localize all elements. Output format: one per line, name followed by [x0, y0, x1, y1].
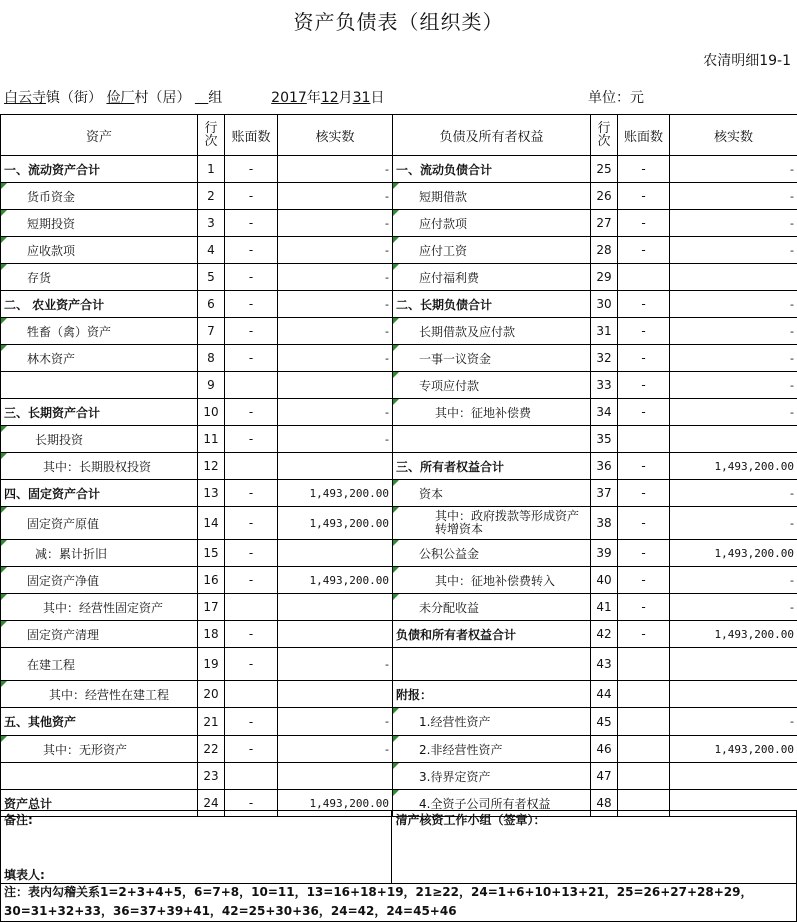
- table-row: [1, 708, 797, 736]
- asset-book-value-cell: -: [225, 790, 278, 817]
- asset-book-value-cell: -: [225, 156, 278, 183]
- liability-verified-value-cell: -: [670, 345, 797, 372]
- team-signature-label: 清产核资工作小组（签章）：: [395, 813, 546, 827]
- group-suffix: 组: [208, 90, 223, 106]
- asset-verified-value-cell: -: [278, 237, 393, 264]
- table-row: [1, 453, 797, 480]
- asset-verified-value-cell: -: [278, 291, 393, 318]
- asset-book-value-cell: -: [225, 264, 278, 291]
- liability-book-value-cell: -: [618, 453, 670, 480]
- liability-item-cell: 一、流动负债合计: [393, 156, 591, 183]
- liability-row-no-cell: 40: [591, 567, 618, 594]
- asset-book-value-cell: -: [225, 540, 278, 567]
- asset-item-cell: 二、 农业资产合计: [1, 291, 198, 318]
- asset-row-no-cell: 19: [198, 648, 225, 681]
- asset-item-cell: 其中：经营性在建工程: [1, 681, 198, 708]
- liability-row-no-cell: 32: [591, 345, 618, 372]
- table-row: [1, 372, 797, 399]
- asset-item-cell: 五、其他资产: [1, 708, 198, 736]
- asset-item-cell: 四、固定资产合计: [1, 480, 198, 507]
- table-row: [1, 507, 797, 540]
- liability-verified-value-cell: -: [670, 210, 797, 237]
- footnote-line-2: 30=31+32+33，36=37+39+41，42=25+30+36，24=42，24=45+46: [4, 904, 457, 918]
- asset-book-value-cell: [225, 594, 278, 621]
- asset-row-no-cell: 20: [198, 681, 225, 708]
- liability-verified-value-cell: -: [670, 291, 797, 318]
- liability-book-value-cell: -: [618, 156, 670, 183]
- asset-verified-value-cell: 1,493,200.00: [278, 480, 393, 507]
- asset-verified-value-cell: [278, 453, 393, 480]
- table-row: [1, 345, 797, 372]
- currency-unit: 单位：元: [588, 90, 644, 106]
- asset-row-no-cell: 10: [198, 399, 225, 426]
- liability-book-value-cell: -: [618, 372, 670, 399]
- asset-row-no-cell: 18: [198, 621, 225, 648]
- town-suffix: 镇（街）: [46, 90, 102, 106]
- liability-row-no-cell: 38: [591, 507, 618, 540]
- liability-verified-value-cell: -: [670, 507, 797, 540]
- liability-verified-value-cell: [670, 648, 797, 681]
- asset-verified-value-cell: -: [278, 318, 393, 345]
- asset-item-cell: 长期投资: [1, 426, 198, 453]
- asset-row-no-cell: 17: [198, 594, 225, 621]
- header-book-right: 账面数: [618, 115, 670, 156]
- liability-book-value-cell: -: [618, 567, 670, 594]
- asset-item-cell: 在建工程: [1, 648, 198, 681]
- liability-book-value-cell: [618, 426, 670, 453]
- asset-book-value-cell: -: [225, 210, 278, 237]
- liability-book-value-cell: [618, 681, 670, 708]
- asset-verified-value-cell: [278, 621, 393, 648]
- asset-row-no-cell: 7: [198, 318, 225, 345]
- asset-item-cell: 固定资产清理: [1, 621, 198, 648]
- asset-item-cell: [1, 372, 198, 399]
- asset-row-no-cell: 11: [198, 426, 225, 453]
- liability-item-cell: 资本: [393, 480, 591, 507]
- liability-row-no-cell: 25: [591, 156, 618, 183]
- asset-book-value-cell: [225, 763, 278, 790]
- asset-item-cell: 固定资产净值: [1, 567, 198, 594]
- table-row: [1, 291, 797, 318]
- table-row: [1, 399, 797, 426]
- date-day: 31: [352, 90, 371, 106]
- liability-book-value-cell: [618, 648, 670, 681]
- asset-verified-value-cell: -: [278, 708, 393, 736]
- form-code: 农清明细19-1: [703, 53, 791, 69]
- asset-book-value-cell: -: [225, 507, 278, 540]
- liability-book-value-cell: -: [618, 183, 670, 210]
- liability-verified-value-cell: 1,493,200.00: [670, 736, 797, 763]
- asset-row-no-cell: 24: [198, 790, 225, 817]
- liability-row-no-cell: 36: [591, 453, 618, 480]
- asset-verified-value-cell: 1,493,200.00: [278, 790, 393, 817]
- liability-verified-value-cell: -: [670, 594, 797, 621]
- asset-book-value-cell: -: [225, 736, 278, 763]
- liability-item-cell: 应付工资: [393, 237, 591, 264]
- liability-book-value-cell: [618, 736, 670, 763]
- asset-item-cell: 应收款项: [1, 237, 198, 264]
- town-name: 白云寺: [4, 90, 46, 106]
- liability-row-no-cell: 47: [591, 763, 618, 790]
- liability-book-value-cell: -: [618, 237, 670, 264]
- asset-book-value-cell: -: [225, 426, 278, 453]
- asset-verified-value-cell: 1,493,200.00: [278, 567, 393, 594]
- liability-verified-value-cell: 1,493,200.00: [670, 453, 797, 480]
- liability-verified-value-cell: [670, 763, 797, 790]
- liability-book-value-cell: [618, 708, 670, 736]
- liability-item-cell: 3.待界定资产: [393, 763, 591, 790]
- table-row: [1, 540, 797, 567]
- asset-item-cell: 其中：无形资产: [1, 736, 198, 763]
- table-row: [1, 264, 797, 291]
- liability-book-value-cell: [618, 763, 670, 790]
- liability-row-no-cell: 42: [591, 621, 618, 648]
- header-row-no-right: 行次: [591, 115, 618, 156]
- asset-item-cell: 货币资金: [1, 183, 198, 210]
- asset-verified-value-cell: -: [278, 736, 393, 763]
- asset-item-cell: 其中：经营性固定资产: [1, 594, 198, 621]
- filler-label: 填表人:: [4, 868, 45, 882]
- asset-item-cell: 三、长期资产合计: [1, 399, 198, 426]
- asset-row-no-cell: 22: [198, 736, 225, 763]
- table-row: [1, 210, 797, 237]
- liability-book-value-cell: -: [618, 345, 670, 372]
- liability-verified-value-cell: [670, 426, 797, 453]
- report-title: 资产负债表（组织类）: [293, 10, 504, 34]
- liability-row-no-cell: 48: [591, 790, 618, 817]
- liability-row-no-cell: 31: [591, 318, 618, 345]
- liability-book-value-cell: -: [618, 621, 670, 648]
- liability-item-cell: 应付福利费: [393, 264, 591, 291]
- liability-row-no-cell: 41: [591, 594, 618, 621]
- liability-book-value-cell: [618, 264, 670, 291]
- liability-row-no-cell: 39: [591, 540, 618, 567]
- liability-row-no-cell: 27: [591, 210, 618, 237]
- table-row: [1, 318, 797, 345]
- asset-row-no-cell: 3: [198, 210, 225, 237]
- asset-verified-value-cell: -: [278, 156, 393, 183]
- liability-item-cell: 应付款项: [393, 210, 591, 237]
- table-row: [1, 763, 797, 790]
- table-row: [1, 237, 797, 264]
- remark-label: 备注:: [4, 813, 33, 827]
- asset-verified-value-cell: [278, 681, 393, 708]
- asset-verified-value-cell: -: [278, 426, 393, 453]
- liability-row-no-cell: 26: [591, 183, 618, 210]
- header-verified-left: 核实数: [278, 115, 393, 156]
- liability-row-no-cell: 44: [591, 681, 618, 708]
- asset-row-no-cell: 23: [198, 763, 225, 790]
- asset-book-value-cell: -: [225, 291, 278, 318]
- village-name: 俭厂: [106, 90, 135, 106]
- asset-row-no-cell: 9: [198, 372, 225, 399]
- liability-row-no-cell: 29: [591, 264, 618, 291]
- liability-item-cell: 1.经营性资产: [393, 708, 591, 736]
- liability-verified-value-cell: -: [670, 183, 797, 210]
- asset-row-no-cell: 15: [198, 540, 225, 567]
- liability-item-cell: 附报：: [393, 681, 591, 708]
- liability-book-value-cell: -: [618, 540, 670, 567]
- liability-item-cell: 负债和所有者权益合计: [393, 621, 591, 648]
- liability-book-value-cell: -: [618, 480, 670, 507]
- header-verified-right: 核实数: [670, 115, 797, 156]
- asset-book-value-cell: [225, 372, 278, 399]
- liability-book-value-cell: -: [618, 210, 670, 237]
- asset-book-value-cell: -: [225, 567, 278, 594]
- year-char: 年: [306, 90, 321, 106]
- asset-row-no-cell: 16: [198, 567, 225, 594]
- notes-table: [0, 810, 797, 884]
- asset-row-no-cell: 4: [198, 237, 225, 264]
- asset-verified-value-cell: [278, 372, 393, 399]
- liability-item-cell: 专项应付款: [393, 372, 591, 399]
- liability-verified-value-cell: -: [670, 156, 797, 183]
- liability-book-value-cell: -: [618, 291, 670, 318]
- table-row: [1, 567, 797, 594]
- liability-verified-value-cell: [670, 681, 797, 708]
- liability-verified-value-cell: -: [670, 708, 797, 736]
- asset-item-cell: 短期投资: [1, 210, 198, 237]
- asset-verified-value-cell: -: [278, 399, 393, 426]
- asset-verified-value-cell: [278, 594, 393, 621]
- liability-item-cell: 三、所有者权益合计: [393, 453, 591, 480]
- asset-book-value-cell: -: [225, 183, 278, 210]
- month-char: 月: [338, 90, 353, 106]
- asset-row-no-cell: 12: [198, 453, 225, 480]
- asset-row-no-cell: 8: [198, 345, 225, 372]
- asset-book-value-cell: -: [225, 318, 278, 345]
- asset-row-no-cell: 6: [198, 291, 225, 318]
- liability-book-value-cell: -: [618, 399, 670, 426]
- liability-verified-value-cell: -: [670, 399, 797, 426]
- liability-item-cell: [393, 648, 591, 681]
- asset-item-cell: 林木资产: [1, 345, 198, 372]
- asset-row-no-cell: 5: [198, 264, 225, 291]
- liability-row-no-cell: 43: [591, 648, 618, 681]
- asset-book-value-cell: -: [225, 708, 278, 736]
- asset-book-value-cell: -: [225, 621, 278, 648]
- asset-book-value-cell: -: [225, 345, 278, 372]
- liability-item-cell: 2.非经营性资产: [393, 736, 591, 763]
- table-row: [1, 480, 797, 507]
- liability-row-no-cell: 34: [591, 399, 618, 426]
- asset-verified-value-cell: -: [278, 648, 393, 681]
- liability-verified-value-cell: -: [670, 318, 797, 345]
- asset-row-no-cell: 14: [198, 507, 225, 540]
- liability-verified-value-cell: 1,493,200.00: [670, 621, 797, 648]
- asset-row-no-cell: 13: [198, 480, 225, 507]
- liability-item-cell: 未分配收益: [393, 594, 591, 621]
- footnote-line-1: 注：表内勾稽关系1=2+3+4+5，6=7+8，10=11，13=16+18+19，21≥22，24=1+6+10+13+21，25=26+27+28+29，: [4, 885, 753, 899]
- asset-row-no-cell: 1: [198, 156, 225, 183]
- liability-book-value-cell: -: [618, 318, 670, 345]
- liability-item-cell: 二、长期负债合计: [393, 291, 591, 318]
- liability-row-no-cell: 28: [591, 237, 618, 264]
- table-row: [1, 156, 797, 183]
- asset-item-cell: [1, 763, 198, 790]
- liability-row-no-cell: 33: [591, 372, 618, 399]
- liability-verified-value-cell: -: [670, 372, 797, 399]
- village-suffix: 村（居）: [134, 90, 191, 106]
- liability-row-no-cell: 37: [591, 480, 618, 507]
- table-row: [1, 426, 797, 453]
- liability-item-cell: 短期借款: [393, 183, 591, 210]
- header-liability: 负债及所有者权益: [393, 115, 591, 156]
- header-row-no-left: 行次: [198, 115, 225, 156]
- asset-item-cell: 固定资产原值: [1, 507, 198, 540]
- header-asset: 资产: [1, 115, 198, 156]
- liability-item-cell: 4.全资子公司所有者权益: [393, 790, 591, 817]
- asset-book-value-cell: -: [225, 237, 278, 264]
- asset-item-cell: 牲畜（禽）资产: [1, 318, 198, 345]
- table-row: [1, 736, 797, 763]
- asset-item-cell: 减：累计折旧: [1, 540, 198, 567]
- footnote: [0, 883, 797, 922]
- liability-row-no-cell: 45: [591, 708, 618, 736]
- asset-row-no-cell: 21: [198, 708, 225, 736]
- asset-verified-value-cell: 1,493,200.00: [278, 507, 393, 540]
- date-year: 2017: [271, 90, 307, 106]
- table-row: [1, 681, 797, 708]
- liability-item-cell: 其中：征地补偿费转入: [393, 567, 591, 594]
- asset-item-cell: 其中：长期股权投资: [1, 453, 198, 480]
- liability-book-value-cell: -: [618, 507, 670, 540]
- liability-item-cell: 其中：征地补偿费: [393, 399, 591, 426]
- asset-verified-value-cell: -: [278, 345, 393, 372]
- liability-item-cell: 一事一议资金: [393, 345, 591, 372]
- liability-verified-value-cell: -: [670, 480, 797, 507]
- liability-book-value-cell: -: [618, 594, 670, 621]
- liability-row-no-cell: 35: [591, 426, 618, 453]
- liability-row-no-cell: 30: [591, 291, 618, 318]
- liability-item-cell: 公积公益金: [393, 540, 591, 567]
- asset-book-value-cell: -: [225, 399, 278, 426]
- header-book-left: 账面数: [225, 115, 278, 156]
- liability-verified-value-cell: -: [670, 567, 797, 594]
- asset-row-no-cell: 2: [198, 183, 225, 210]
- table-row: [1, 183, 797, 210]
- asset-book-value-cell: -: [225, 480, 278, 507]
- balance-sheet-table: [0, 114, 797, 817]
- asset-verified-value-cell: -: [278, 264, 393, 291]
- location-line: [4, 87, 384, 107]
- date-month: 12: [320, 90, 339, 106]
- liability-verified-value-cell: 1,493,200.00: [670, 540, 797, 567]
- group-blank: [195, 90, 208, 106]
- liability-row-no-cell: 46: [591, 736, 618, 763]
- table-row: [1, 648, 797, 681]
- liability-verified-value-cell: -: [670, 237, 797, 264]
- asset-verified-value-cell: -: [278, 210, 393, 237]
- asset-item-cell: 存货: [1, 264, 198, 291]
- asset-item-cell: 一、流动资产合计: [1, 156, 198, 183]
- asset-book-value-cell: -: [225, 648, 278, 681]
- liability-item-cell: 长期借款及应付款: [393, 318, 591, 345]
- liability-item-cell: [393, 426, 591, 453]
- asset-verified-value-cell: [278, 540, 393, 567]
- header-row: [1, 115, 797, 156]
- asset-verified-value-cell: -: [278, 183, 393, 210]
- liability-item-cell: 其中：政府拨款等形成资产转增资本: [393, 507, 591, 540]
- day-char: 日: [370, 90, 385, 106]
- liability-verified-value-cell: [670, 264, 797, 291]
- table-row: [1, 594, 797, 621]
- asset-book-value-cell: [225, 453, 278, 480]
- asset-item-cell: 资产总计: [1, 790, 198, 817]
- table-row: [1, 621, 797, 648]
- asset-verified-value-cell: [278, 763, 393, 790]
- asset-book-value-cell: [225, 681, 278, 708]
